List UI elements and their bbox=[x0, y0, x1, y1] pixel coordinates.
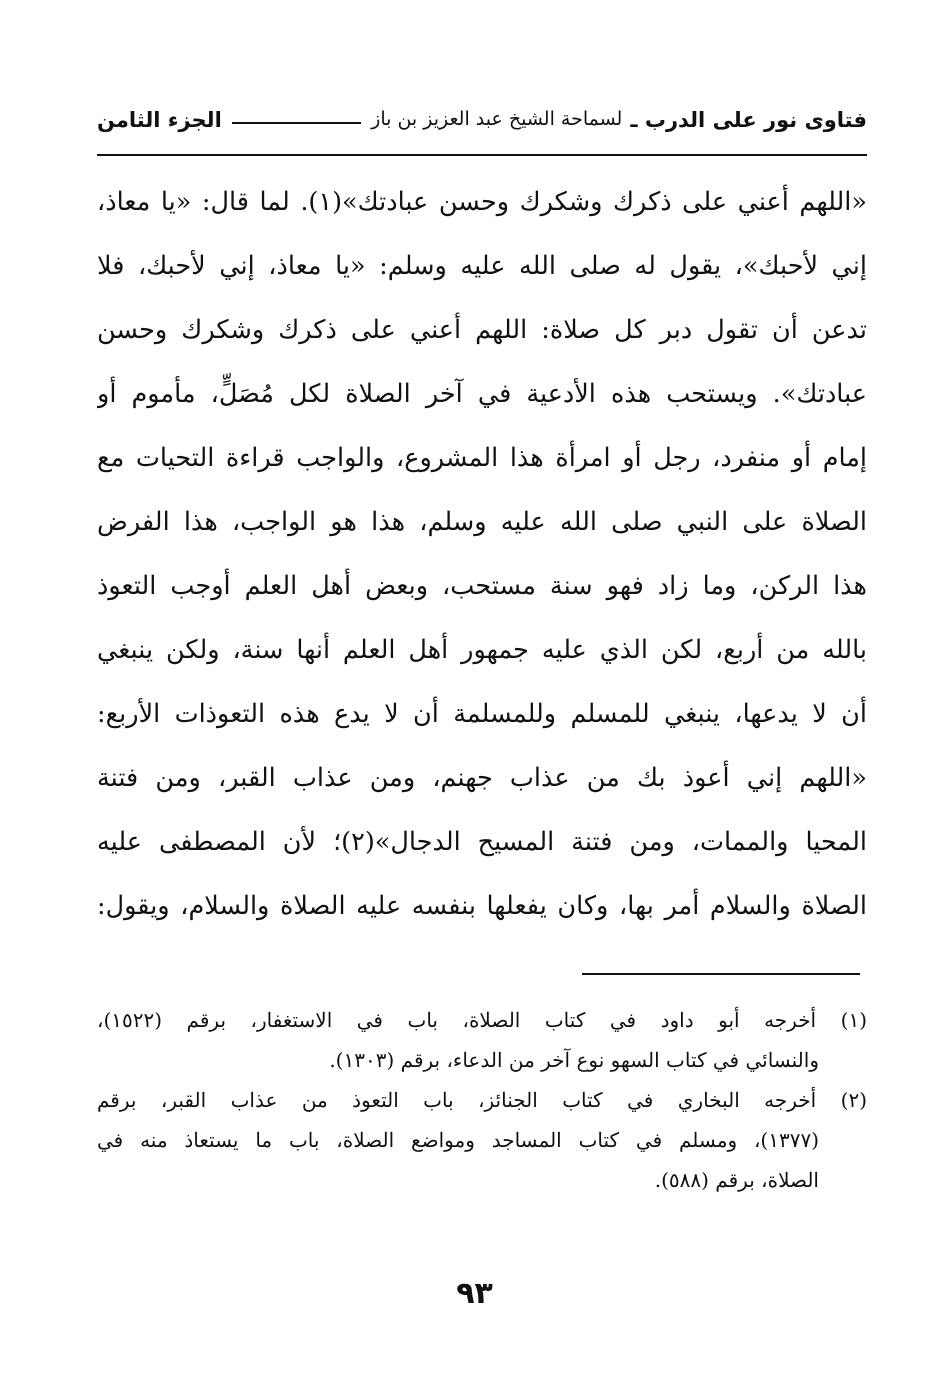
footnote-line: والنسائي في كتاب السهو نوع آخر من الدعاء، برقم (١٣٠٣). bbox=[329, 1048, 819, 1072]
footnote-line: الصلاة، برقم (٥٨٨). bbox=[654, 1168, 819, 1192]
running-header bbox=[97, 108, 867, 156]
footnotes bbox=[97, 1001, 867, 1201]
main-text bbox=[97, 174, 867, 942]
text-line: بالله من أربع، لكن الذي عليه جمهور أهل العلم أنها سنة، ولكن ينبغي bbox=[97, 635, 867, 665]
text-line: هذا الركن، وما زاد فهو سنة مستحب، وبعض أهل العلم أوجب التعوذ bbox=[97, 571, 867, 601]
page-number: ٩٣ bbox=[456, 1276, 493, 1311]
text-line: إني لأحبك»، يقول له صلى الله عليه وسلم: «يا معاذ، إني لأحبك، فلا bbox=[97, 251, 867, 281]
text-line: تدعن أن تقول دبر كل صلاة: اللهم أعني على ذكرك وشكرك وحسن bbox=[97, 315, 867, 345]
footnote-line: (١٣٧٧)، ومسلم في كتاب المساجد ومواضع الصلاة، باب ما يستعاذ منه في bbox=[97, 1128, 819, 1152]
text-line: الصلاة على النبي صلى الله عليه وسلم، هذا هو الواجب، هذا الفرض bbox=[97, 507, 867, 537]
text-line: عبادتك». ويستحب هذه الأدعية في آخر الصلاة لكل مُصَلٍّ، مأموم أو bbox=[97, 379, 867, 409]
text-line: أن لا يدعها، ينبغي للمسلم وللمسلمة أن لا يدع هذه التعوذات الأربع: bbox=[97, 699, 867, 729]
header-rule bbox=[232, 108, 361, 124]
footnote-line: (١) أخرجه أبو داود في كتاب الصلاة، باب في الاستغفار، برقم (١٥٢٢)، bbox=[97, 1008, 867, 1032]
text-line: «اللهم أعني على ذكرك وشكرك وحسن عبادتك»(١). لما قال: «يا معاذ، bbox=[97, 187, 867, 217]
text-line: المحيا والممات، ومن فتنة المسيح الدجال»(٢)؛ لأن المصطفى عليه bbox=[97, 827, 867, 857]
text-line: إمام أو منفرد، رجل أو امرأة هذا المشروع، والواجب قراءة التحيات مع bbox=[97, 443, 867, 473]
footnote-separator bbox=[582, 973, 860, 975]
volume-part: الجزء الثامن bbox=[97, 108, 222, 132]
text-line: «اللهم إني أعوذ بك من عذاب جهنم، ومن عذاب القبر، ومن فتنة bbox=[97, 763, 867, 793]
author-name: لسماحة الشيخ عبد العزيز بن باز bbox=[371, 108, 623, 130]
footnote-line: (٢) أخرجه البخاري في كتاب الجنائز، باب التعوذ من عذاب القبر، برقم bbox=[97, 1088, 867, 1112]
text-line: الصلاة والسلام أمر بها، وكان يفعلها بنفسه عليه الصلاة والسلام، ويقول: bbox=[97, 891, 867, 921]
book-title: فتاوى نور على الدرب ـ bbox=[630, 108, 867, 132]
